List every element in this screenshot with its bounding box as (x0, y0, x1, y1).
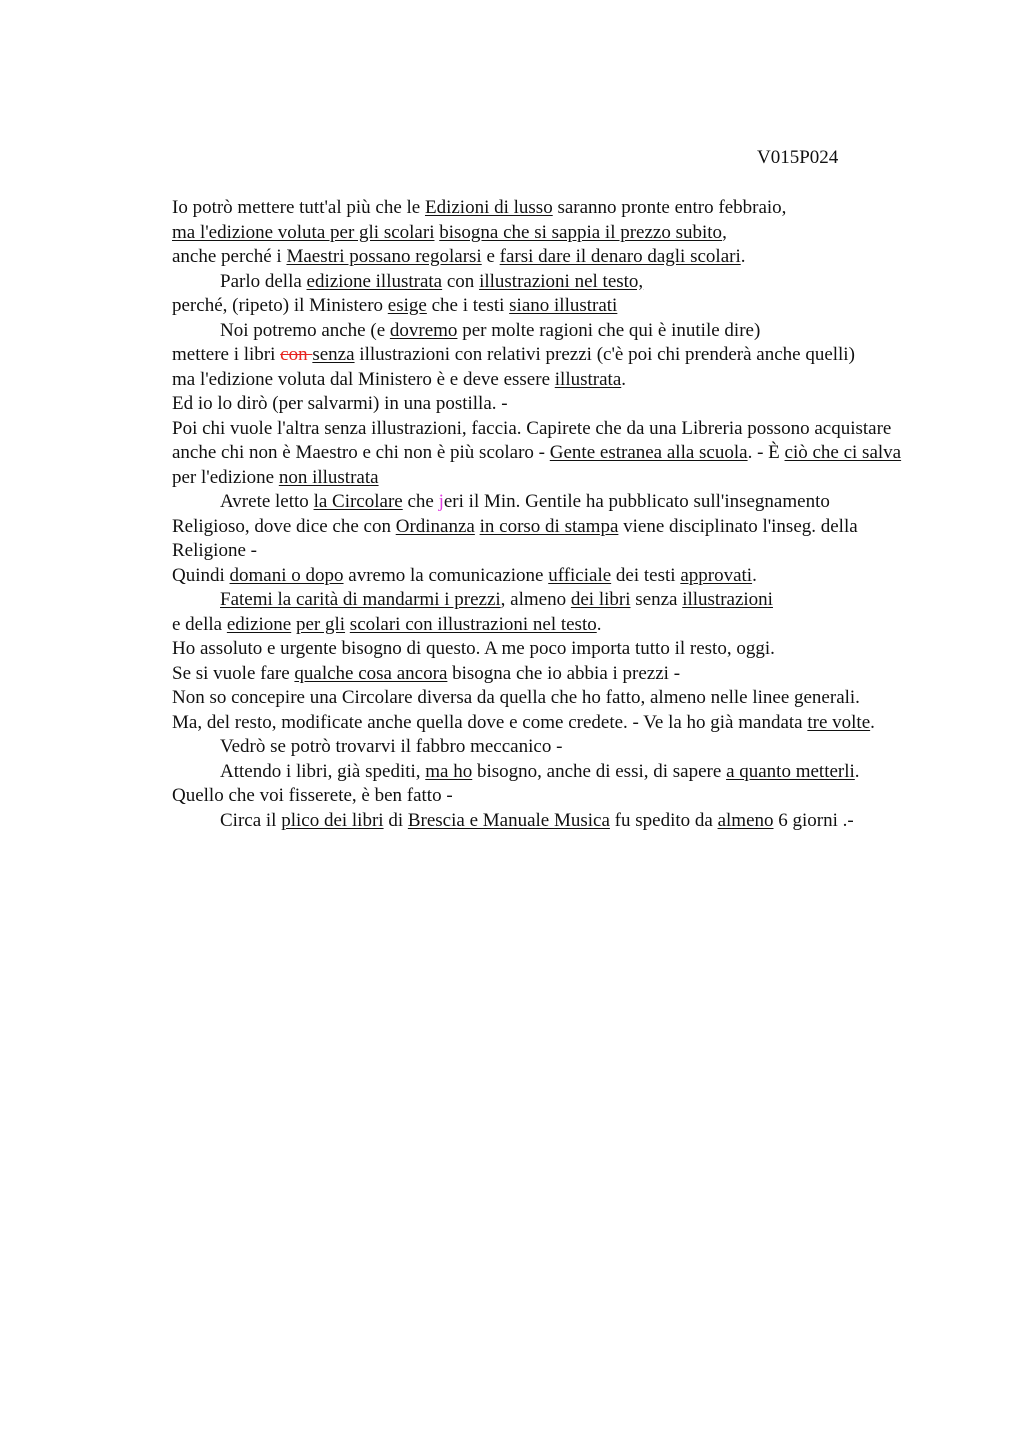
text-line (172, 392, 912, 417)
underlined-text: ma ho (425, 760, 473, 782)
underlined-text: edizione (226, 613, 292, 635)
text-segment: eri il Min. Gentile ha pubblicato sull'insegnamento Religioso, dove dice che con (172, 491, 830, 537)
text-segment: che i testi (426, 295, 510, 316)
text-segment: senza (630, 589, 683, 610)
text-line (172, 809, 912, 834)
text-line (172, 564, 912, 589)
text-segment: , (722, 221, 727, 243)
text-segment: Poi chi vuole l'altra senza illustrazioni, faccia. Capirete che da una Libreria possono acquistare anche chi non è Maestro e chi non è più scolaro - (172, 417, 892, 463)
underlined-text: scolari con illustrazioni nel testo (349, 613, 597, 635)
text-line (172, 637, 912, 662)
text-segment: 6 giorni .- (773, 809, 854, 831)
underlined-text: qualche cosa ancora (294, 662, 448, 684)
text-segment: Vedrò se potrò trovarvi il fabbro meccanico - (220, 736, 563, 757)
text-line (172, 686, 912, 711)
underlined-text: dovremo (389, 319, 458, 341)
underlined-text: farsi dare il denaro dagli scolari (499, 246, 741, 267)
inserted-text: j (438, 491, 444, 512)
text-segment: , almeno (500, 589, 571, 610)
text-line (172, 319, 912, 344)
underlined-text: illustrazioni (682, 589, 773, 610)
text-segment: fu spedito da (609, 809, 718, 831)
text-segment: . (854, 760, 860, 782)
deleted-text: con (280, 344, 313, 365)
text-segment: . (621, 368, 626, 390)
text-segment: Ed io lo dirò (per salvarmi) in una postilla. - (172, 393, 508, 414)
text-segment: . - È (747, 442, 785, 463)
text-segment: e (481, 246, 500, 267)
document-body (172, 196, 912, 833)
text-segment: avremo la comunicazione (343, 564, 549, 586)
underlined-text: per gli (295, 613, 346, 635)
underlined-text: illustrata (554, 368, 622, 390)
underlined-text: plico dei libri (281, 809, 384, 831)
text-segment: Ho assoluto e urgente bisogno di questo. A me poco importa tutto il resto, oggi. (172, 638, 775, 659)
underlined-text: Fatemi la carità di mandarmi i prezzi (220, 589, 501, 610)
underlined-text: ufficiale (548, 564, 612, 586)
text-line (172, 221, 912, 246)
text-line (172, 735, 912, 760)
text-line (172, 490, 912, 564)
text-segment: saranno pronte entro febbraio, (552, 197, 787, 218)
text-segment: Noi potremo anche (e (220, 319, 390, 341)
text-segment: che (402, 491, 439, 512)
text-segment: illustrazioni con relativi prezzi (c'è poi chi prenderà anche quelli) (354, 344, 855, 365)
text-segment: viene disciplinato l'inseg. della Religione - (172, 515, 858, 561)
text-segment: Circa il (220, 809, 282, 831)
underlined-text: siano illustrati (509, 295, 618, 316)
underlined-text: Brescia e Manuale Musica (407, 809, 610, 831)
underlined-text: ciò che ci salva (784, 442, 902, 463)
underlined-text: la Circolare (313, 491, 403, 512)
text-segment: . (752, 564, 757, 586)
text-segment: anche perché i (172, 246, 287, 267)
text-segment: Quello che voi fisserete, è ben fatto - (172, 785, 453, 806)
underlined-text: dei libri (570, 589, 631, 610)
text-segment: dei testi (611, 564, 681, 586)
text-segment: per l'edizione (172, 466, 279, 488)
text-segment: Non so concepire una Circolare diversa da quella che ho fatto, almeno nelle linee generali. (172, 687, 860, 708)
underlined-text: illustrazioni nel testo, (479, 270, 644, 292)
underlined-text: domani o dopo (229, 564, 344, 586)
text-segment: bisogna che io abbia i prezzi - (447, 662, 681, 684)
document-code: V015P024 (757, 147, 839, 168)
text-segment: con (442, 270, 480, 292)
text-segment: Attendo i libri, già spediti, (220, 760, 426, 782)
text-segment: bisogno, anche di essi, di sapere (472, 760, 727, 782)
text-segment: per molte ragioni che qui è inutile dire) (457, 319, 761, 341)
text-line (172, 368, 912, 393)
underlined-text: approvati (680, 564, 753, 586)
text-line (172, 245, 912, 270)
text-line (172, 270, 912, 295)
text-line (172, 613, 912, 638)
underlined-text: esige (387, 295, 427, 316)
underlined-text: a quanto metterli (726, 760, 855, 782)
underlined-text: non illustrata (278, 466, 379, 488)
underlined-text: almeno (717, 809, 774, 831)
text-segment: Avrete letto (220, 491, 314, 512)
underlined-text: bisogna che si sappia il prezzo subito (439, 221, 723, 243)
underlined-text: Ordinanza (395, 515, 475, 537)
underlined-text: ma l'edizione voluta per gli scolari (172, 221, 435, 243)
text-segment: perché, (ripeto) il Ministero (172, 295, 388, 316)
text-segment: ma l'edizione voluta dal Ministero è e deve essere (172, 368, 555, 390)
underlined-text: senza (312, 344, 355, 365)
text-line (172, 711, 912, 736)
text-segment: . (740, 246, 746, 267)
underlined-text: edizione illustrata (306, 270, 443, 292)
text-segment: Quindi (172, 564, 230, 586)
text-segment: mettere i libri (172, 344, 281, 365)
text-segment: . (870, 711, 875, 733)
underlined-text: tre volte (807, 711, 871, 733)
text-segment: Io potrò mettere tutt'al più che le (172, 197, 425, 218)
underlined-text: Maestri possano regolarsi (286, 246, 482, 267)
text-line (172, 588, 912, 613)
underlined-text: in corso di stampa (479, 515, 619, 537)
text-line (172, 417, 912, 491)
text-segment: di (383, 809, 408, 831)
text-segment: Parlo della (220, 270, 307, 292)
text-line (172, 196, 912, 221)
underlined-text: Gente estranea alla scuola (549, 442, 748, 463)
text-line (172, 294, 912, 319)
text-segment: Ma, del resto, modificate anche quella dove e come credete. - Ve la ho già mandata (172, 711, 808, 733)
text-line (172, 760, 912, 785)
text-segment: . (596, 613, 602, 635)
text-segment: Se si vuole fare (172, 662, 295, 684)
text-line (172, 784, 912, 809)
text-line (172, 343, 912, 368)
text-line (172, 662, 912, 687)
underlined-text: Edizioni di lusso (424, 197, 553, 218)
text-segment: e della (172, 613, 227, 635)
